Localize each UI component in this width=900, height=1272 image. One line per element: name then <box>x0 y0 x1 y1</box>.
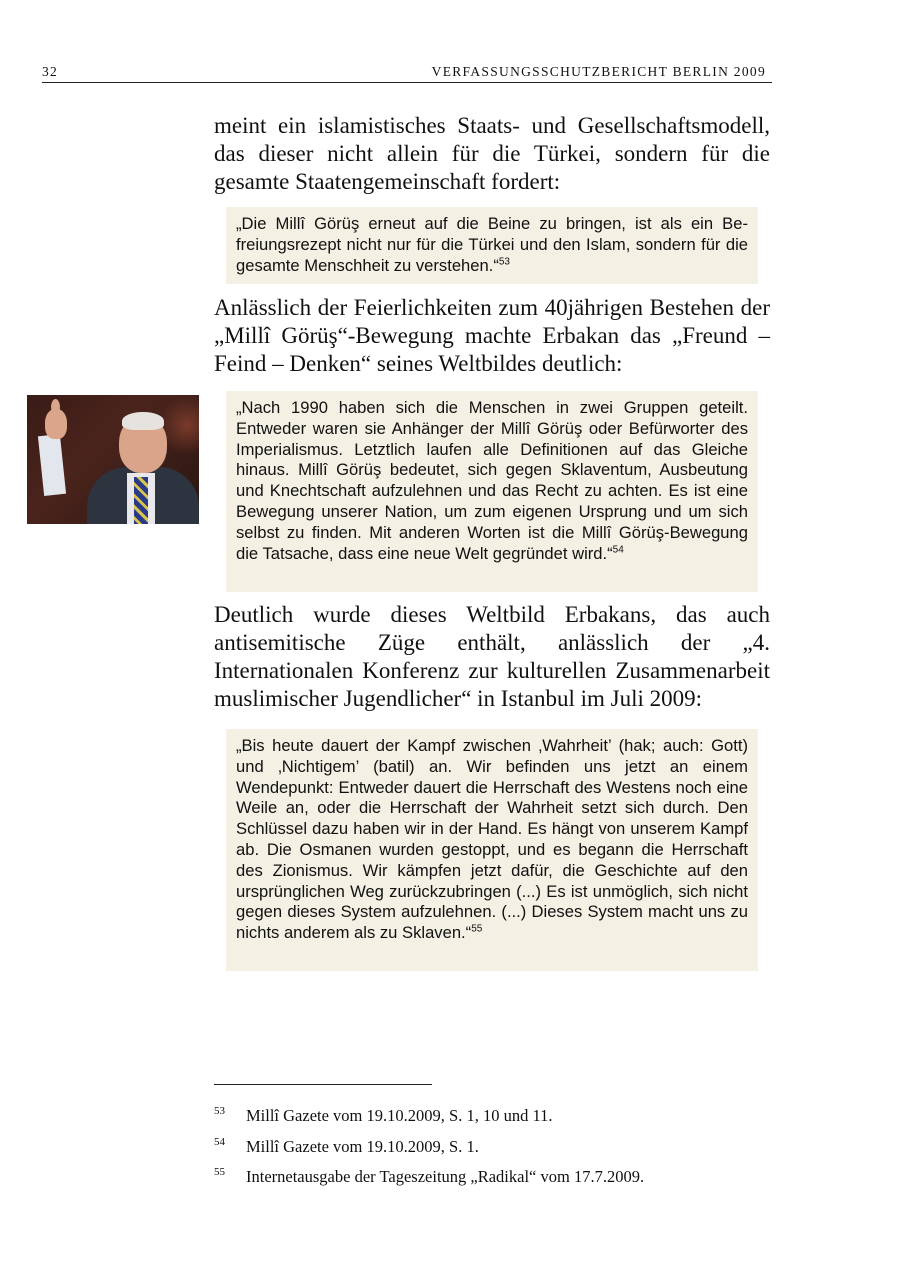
body-paragraph-2: Anlässlich der Feierlichkeiten zum 40jährigen Bestehen der „Millî Görüş“-Bewegung machte Erbakan das „Freund – Feind – Denken“ seines Weltbildes deutlich: <box>214 295 770 376</box>
page-number: 32 <box>42 64 59 79</box>
page-header <box>42 62 772 83</box>
body-paragraph-1: meint ein islamistisches Staats- und Gesellschaftsmodell, das dieser nicht allein für die Türkei, sondern für die gesamte Staatengemeinschaft fordert: <box>214 113 770 194</box>
footnote-divider <box>214 1084 432 1085</box>
footnote-ref-53[interactable]: 53 <box>498 256 510 268</box>
footnote-text: Millî Gazete vom 19.10.2009, S. 1, 10 und 11. <box>246 1106 553 1125</box>
footnote-text: Millî Gazete vom 19.10.2009, S. 1. <box>246 1137 479 1156</box>
quote-text-2: „Nach 1990 haben sich die Menschen in zwei Gruppen geteilt. Entweder waren sie Anhänger der Millî Görüş oder Befürworter des Imperialismus. Letztlich laufen alle Definitionen auf das Gleiche hinaus. Millî Görüş bedeutet, sich gegen Sklaventum, Ausbeutung und Knechtschaft aufzulehnen und das Recht zu achten. Es ist eine Bewegung unserer Nation, um zum eigenen Ursprung und um sich selbst zu finden. Mit anderen Worten ist die Millî Görüş-Bewegung die Tatsache, dass eine neue Welt gegründet wird.“ <box>236 398 748 563</box>
portrait-photo <box>27 395 199 524</box>
thumbs-up-icon <box>51 399 60 415</box>
quote-box-1 <box>226 207 758 284</box>
photo-tie <box>134 477 148 524</box>
footnote-number: 53 <box>214 1105 225 1117</box>
footnote-ref-54[interactable]: 54 <box>612 544 624 556</box>
photo-raised-arm <box>38 434 66 496</box>
quote-box-2 <box>226 391 758 592</box>
footnote-ref-55[interactable]: 55 <box>471 923 483 935</box>
quote-box-3 <box>226 729 758 971</box>
body-paragraph-3: Deutlich wurde dieses Weltbild Erbakans, das auch antisemitische Züge enthält, anlässlich der „4. Internationalen Konferenz zur kulturellen Zusammenarbeit muslimischer Jugendlicher“ in Istanbul im Juli 2009: <box>214 602 770 711</box>
quote-text-1: „Die Millî Görüş erneut auf die Beine zu bringen, ist als ein Befreiungsrezept nicht nur für die Türkei und den Islam, sondern für die gesamte Menschheit zu verstehen.“ <box>236 214 748 275</box>
photo-hair <box>122 412 164 430</box>
quote-text-3: „Bis heute dauert der Kampf zwischen ‚Wahrheit’ (hak; auch: Gott) und ‚Nichtigem’ (batil) an. Wir befinden uns jetzt an einem Wendepunkt: Entweder dauert die Herrschaft des Westens noch eine Weile an, oder die Herrschaft der Wahrheit setzt sich durch. Den Schlüssel dazu haben wir in der Hand. Es hängt von unserem Kampf ab. Die Osmanen wurden gestoppt, und es begann die Herrschaft des Zionismus. Wir kämpfen jetzt dafür, die Geschichte auf den ursprünglichen Weg zurückzubringen (...) Es ist unmöglich, sich nicht gegen dieses System aufzulehnen. (...) Dieses System macht uns zu nichts anderem als zu Sklaven.“ <box>236 736 748 943</box>
footnote-text: Internetausgabe der Tageszeitung „Radikal“ vom 17.7.2009. <box>246 1167 645 1186</box>
footnote-number: 54 <box>214 1136 225 1148</box>
running-title: VERFASSUNGSSCHUTZBERICHT BERLIN 2009 <box>431 64 766 79</box>
footnote-number: 55 <box>214 1166 225 1178</box>
